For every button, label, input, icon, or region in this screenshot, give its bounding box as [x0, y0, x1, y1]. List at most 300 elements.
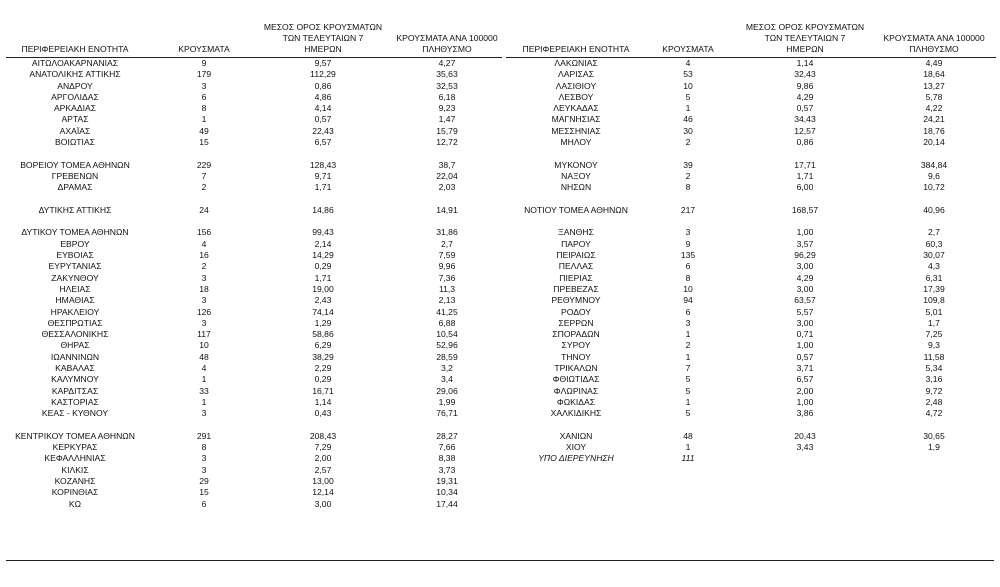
cell-avg: 1,00 — [796, 227, 814, 238]
header-avg-line1: ΜΕΣΟΣ ΟΡΟΣ ΚΡΟΥΣΜΑΤΩΝ — [263, 22, 383, 32]
table-row — [0, 137, 506, 148]
row-spacer — [506, 194, 1000, 205]
cell-cases: 48 — [199, 351, 209, 362]
cell-per: 28,59 — [436, 351, 458, 362]
table-row — [506, 69, 1000, 80]
cell-per: 12,72 — [436, 137, 458, 148]
cell-per: 9,23 — [438, 103, 456, 114]
table-row — [0, 239, 506, 250]
cell-per: 11,58 — [923, 351, 945, 362]
cell-avg: 0,57 — [796, 351, 814, 362]
cell-region: ΛΑΣΙΘΙΟΥ — [555, 80, 597, 91]
cell-region: ΚΕΑΣ - ΚΥΘΝΟΥ — [41, 408, 109, 419]
cell-region: ΚΙΛΚΙΣ — [61, 464, 89, 475]
table-row — [0, 318, 506, 329]
cell-per: 109,8 — [923, 295, 945, 306]
cell-region: ΚΑΒΑΛΑΣ — [55, 363, 95, 374]
cell-region: ΚΑΡΔΙΤΣΑΣ — [51, 385, 99, 396]
cell-per: 18,64 — [923, 69, 945, 80]
cell-region: ΖΑΚΥΝΘΟΥ — [51, 272, 99, 283]
cell-cases: 49 — [199, 125, 209, 136]
header-cases: ΚΡΟΥΣΜΑΤΑ — [662, 44, 714, 54]
cell-per: 52,96 — [436, 340, 458, 351]
cell-cases: 8 — [685, 272, 691, 283]
cell-avg: 4,14 — [314, 103, 332, 114]
cell-region: ΣΠΟΡΑΔΩΝ — [552, 329, 600, 340]
table-row — [0, 58, 506, 69]
cell-avg: 5,57 — [796, 306, 814, 317]
cell-avg: 9,71 — [314, 170, 332, 181]
cell-avg: 13,00 — [312, 475, 334, 486]
cell-region: ΑΧΑΪΑΣ — [59, 125, 91, 136]
cell-region: ΜΗΛΟΥ — [560, 137, 592, 148]
left-header — [0, 12, 506, 56]
cell-avg: 38,29 — [312, 351, 334, 362]
cell-region: ΠΑΡΟΥ — [561, 238, 591, 249]
table-row — [506, 239, 1000, 250]
cell-per: 1,9 — [928, 442, 940, 453]
header-avg-line1: ΜΕΣΟΣ ΟΡΟΣ ΚΡΟΥΣΜΑΤΩΝ — [745, 22, 865, 32]
cell-avg: 3,43 — [796, 442, 814, 453]
cell-avg: 2,57 — [314, 464, 332, 475]
table-row — [0, 453, 506, 464]
table-row — [506, 250, 1000, 261]
cell-region: ΗΜΑΘΙΑΣ — [55, 295, 95, 306]
table-row — [506, 160, 1000, 171]
header-avg-line3: ΗΜΕΡΩΝ — [786, 44, 824, 54]
table-row — [506, 453, 1000, 464]
cell-per: 3,16 — [925, 374, 943, 385]
header-region: ΠΕΡΙΦΕΡΕΙΑΚΗ ΕΝΟΤΗΤΑ — [21, 44, 129, 54]
table-row — [0, 114, 506, 125]
cell-cases: 48 — [683, 430, 693, 441]
cell-per: 13,27 — [923, 80, 945, 91]
cell-avg: 6,57 — [314, 137, 332, 148]
cell-region: ΧΑΝΙΩΝ — [559, 430, 593, 441]
cell-cases: 46 — [683, 114, 693, 125]
table-row — [506, 261, 1000, 272]
cell-cases: 3 — [201, 464, 207, 475]
cell-per: 7,36 — [438, 272, 456, 283]
cell-region: ΛΑΡΙΣΑΣ — [558, 69, 594, 80]
table-row — [506, 397, 1000, 408]
cell-avg: 1,14 — [314, 396, 332, 407]
cell-cases: 5 — [685, 374, 691, 385]
cell-cases: 156 — [196, 227, 212, 238]
cell-cases: 117 — [197, 329, 211, 340]
table-row — [0, 408, 506, 419]
table-row — [506, 137, 1000, 148]
cell-avg: 0,86 — [796, 137, 814, 148]
cell-avg: 3,00 — [796, 283, 814, 294]
table-row — [506, 126, 1000, 137]
cell-per: 24,21 — [923, 114, 945, 125]
header-per-line1: ΚΡΟΥΣΜΑΤΑ ΑΝΑ 100000 — [883, 33, 985, 43]
cell-region: ΜΥΚΟΝΟΥ — [554, 159, 598, 170]
table-row — [0, 329, 506, 340]
cell-per: 2,7 — [928, 227, 940, 238]
table-row — [506, 340, 1000, 351]
table-row — [506, 273, 1000, 284]
cell-region: ΝΗΣΩΝ — [560, 182, 592, 193]
table-row — [506, 171, 1000, 182]
cell-region: ΠΙΕΡΙΑΣ — [559, 272, 593, 283]
cell-cases: 9 — [201, 58, 207, 68]
cell-cases: 10 — [683, 283, 693, 294]
table-row — [0, 81, 506, 92]
cell-cases: 39 — [683, 159, 693, 170]
right-rows — [506, 58, 1000, 465]
cell-per: 1,47 — [438, 114, 456, 125]
row-spacer — [506, 148, 1000, 159]
cell-avg: 112,29 — [310, 69, 336, 80]
cell-avg: 6,57 — [796, 374, 814, 385]
cell-per: 30,07 — [923, 250, 945, 261]
cell-per: 9,96 — [438, 261, 456, 272]
cell-per: 17,44 — [436, 498, 458, 509]
cell-cases: 2 — [685, 137, 691, 148]
cell-region: ΚΟΡΙΝΘΙΑΣ — [51, 487, 99, 498]
table-row — [506, 81, 1000, 92]
cell-region: ΑΡΚΑΔΙΑΣ — [53, 103, 97, 114]
cell-per: 5,78 — [925, 91, 943, 102]
table-row — [506, 431, 1000, 442]
cell-avg: 0,71 — [796, 329, 814, 340]
cell-avg: 2,14 — [314, 238, 332, 249]
cell-cases: 2 — [201, 182, 207, 193]
cell-cases: 217 — [680, 204, 696, 215]
cell-cases: 1 — [685, 351, 691, 362]
cell-region: ΛΕΣΒΟΥ — [558, 91, 594, 102]
table-row — [506, 205, 1000, 216]
cell-region: ΕΥΡΥΤΑΝΙΑΣ — [48, 261, 102, 272]
header-cases: ΚΡΟΥΣΜΑΤΑ — [178, 44, 230, 54]
cell-per: 10,54 — [436, 329, 458, 340]
cell-avg: 3,71 — [796, 363, 814, 374]
cell-cases: 30 — [683, 125, 693, 136]
cell-avg: 3,00 — [796, 317, 814, 328]
cell-region: ΑΙΤΩΛΟΑΚΑΡΝΑΝΙΑΣ — [31, 58, 119, 68]
cell-per: 8,38 — [438, 453, 456, 464]
cell-per: 3,2 — [441, 363, 453, 374]
cell-avg: 12,14 — [312, 487, 334, 498]
table-row — [506, 408, 1000, 419]
cell-region: ΜΕΣΣΗΝΙΑΣ — [551, 125, 601, 136]
cell-region: ΠΡΕΒΕΖΑΣ — [553, 283, 599, 294]
cell-region: ΛΑΚΩΝΙΑΣ — [554, 58, 598, 68]
cell-per: 3,73 — [438, 464, 456, 475]
cell-cases: 53 — [683, 69, 693, 80]
cell-region: ΦΘΙΩΤΙΔΑΣ — [552, 374, 600, 385]
table-row — [506, 92, 1000, 103]
cell-avg: 12,57 — [794, 125, 816, 136]
table-row — [506, 307, 1000, 318]
cell-cases: 15 — [199, 137, 209, 148]
cell-cases: 3 — [201, 408, 207, 419]
cell-region: ΘΕΣΠΡΩΤΙΑΣ — [47, 317, 103, 328]
cell-per: 20,14 — [923, 137, 945, 148]
cell-region: ΘΕΣΣΑΛΟΝΙΚΗΣ — [41, 329, 109, 340]
table-row — [0, 487, 506, 498]
cell-cases: 7 — [685, 363, 691, 374]
cell-cases: 1 — [685, 442, 691, 453]
cell-per: 9,3 — [928, 340, 940, 351]
cell-avg: 74,14 — [312, 306, 334, 317]
cell-per: 384,84 — [920, 159, 948, 170]
cell-avg: 1,00 — [796, 340, 814, 351]
cell-region: ΑΝΔΡΟΥ — [57, 80, 93, 91]
cell-avg: 1,29 — [314, 317, 332, 328]
cell-per: 5,34 — [925, 363, 943, 374]
cell-cases: 2 — [201, 261, 207, 272]
cell-per: 22,04 — [436, 170, 458, 181]
cell-per: 7,59 — [438, 250, 456, 261]
cell-cases: 7 — [201, 170, 207, 181]
cell-cases: 1 — [685, 396, 691, 407]
cell-cases: 8 — [685, 182, 691, 193]
cell-avg: 2,00 — [796, 385, 814, 396]
cell-region: ΑΡΤΑΣ — [61, 114, 89, 125]
cell-avg: 0,29 — [314, 261, 332, 272]
cell-region: ΥΠΟ ΔΙΕΡΕΥΝΗΣΗ — [538, 453, 614, 464]
cell-region: ΗΡΑΚΛΕΙΟΥ — [50, 306, 100, 317]
table-row — [506, 295, 1000, 306]
cell-region: ΚΕΦΑΛΛΗΝΙΑΣ — [44, 453, 106, 464]
cell-region: ΚΑΛΥΜΝΟΥ — [51, 374, 99, 385]
table-row — [506, 363, 1000, 374]
cell-region: ΡΕΘΥΜΝΟΥ — [551, 295, 601, 306]
cell-avg: 14,29 — [312, 250, 334, 261]
cell-per: 11,3 — [438, 283, 456, 294]
row-spacer — [0, 420, 506, 431]
header-avg-line2: ΤΩΝ ΤΕΛΕΥΤΑΙΩΝ 7 — [282, 33, 364, 43]
cell-cases: 291 — [196, 430, 212, 441]
cell-region: ΧΙΟΥ — [565, 442, 587, 453]
cell-region: ΞΑΝΘΗΣ — [558, 227, 594, 238]
table-row — [506, 227, 1000, 238]
header-avg-7days — [258, 22, 388, 55]
table-row — [506, 318, 1000, 329]
cell-per: 9,6 — [928, 170, 940, 181]
cell-cases: 5 — [685, 91, 691, 102]
cell-cases: 8 — [201, 103, 207, 114]
cell-region: ΑΝΑΤΟΛΙΚΗΣ ΑΤΤΙΚΗΣ — [29, 69, 121, 80]
cell-cases: 2 — [685, 170, 691, 181]
cell-per: 2,48 — [925, 396, 943, 407]
cell-per: 35,63 — [436, 69, 458, 80]
cell-per: 41,25 — [436, 306, 458, 317]
cell-cases: 2 — [685, 340, 691, 351]
cell-per: 4,72 — [925, 408, 943, 419]
cell-cases: 9 — [685, 238, 691, 249]
table-row — [0, 340, 506, 351]
cell-per: 30,65 — [923, 430, 945, 441]
cell-avg: 16,71 — [312, 385, 334, 396]
table-row — [0, 386, 506, 397]
table-row — [0, 227, 506, 238]
cell-avg: 4,86 — [314, 91, 332, 102]
header-per-line1: ΚΡΟΥΣΜΑΤΑ ΑΝΑ 100000 — [396, 33, 498, 43]
cell-avg: 19,00 — [312, 283, 334, 294]
table-row — [0, 363, 506, 374]
cell-per: 4,49 — [925, 58, 943, 68]
cell-per: 5,01 — [925, 306, 943, 317]
table-row — [506, 329, 1000, 340]
cell-cases: 179 — [196, 69, 212, 80]
cell-per: 6,31 — [925, 272, 943, 283]
cell-avg: 168,57 — [791, 204, 819, 215]
cell-region: ΡΟΔΟΥ — [561, 306, 591, 317]
cell-region: ΦΩΚΙΔΑΣ — [556, 396, 596, 407]
table-row — [506, 386, 1000, 397]
cell-avg: 1,71 — [314, 182, 332, 193]
cell-cases: 1 — [201, 114, 207, 125]
cell-avg: 22,43 — [312, 125, 334, 136]
table-row — [0, 465, 506, 476]
cell-avg: 63,57 — [794, 295, 816, 306]
cell-cases: 3 — [201, 272, 207, 283]
cell-cases: 4 — [201, 363, 207, 374]
cell-cases: 6 — [685, 261, 691, 272]
cell-per: 15,79 — [436, 125, 458, 136]
table-row — [0, 205, 506, 216]
table-row — [0, 307, 506, 318]
cell-region: ΑΡΓΟΛΙΔΑΣ — [51, 91, 99, 102]
row-spacer — [0, 148, 506, 159]
cell-cases: 15 — [199, 487, 209, 498]
cell-avg: 2,00 — [314, 453, 332, 464]
cell-avg: 3,00 — [314, 498, 332, 509]
cell-cases: 6 — [201, 498, 207, 509]
cell-avg: 9,86 — [796, 80, 814, 91]
cell-cases: 24 — [199, 204, 209, 215]
cell-per: 7,25 — [925, 329, 943, 340]
cell-avg: 3,00 — [796, 261, 814, 272]
header-region: ΠΕΡΙΦΕΡΕΙΑΚΗ ΕΝΟΤΗΤΑ — [522, 44, 630, 54]
cell-per: 60,3 — [925, 238, 943, 249]
cell-avg: 34,43 — [794, 114, 816, 125]
cell-avg: 3,86 — [796, 408, 814, 419]
cell-per: 28,27 — [436, 430, 458, 441]
bottom-rule — [6, 560, 994, 561]
table-row — [0, 182, 506, 193]
table-row — [0, 352, 506, 363]
cell-cases: 18 — [199, 283, 209, 294]
cell-avg: 4,29 — [796, 272, 814, 283]
cell-per: 2,03 — [438, 182, 456, 193]
cell-region: ΕΥΒΟΙΑΣ — [56, 250, 94, 261]
table-row — [506, 374, 1000, 385]
cell-per: 38,7 — [438, 159, 456, 170]
cell-avg: 0,86 — [314, 80, 332, 91]
cell-per: 29,06 — [436, 385, 458, 396]
row-spacer — [0, 216, 506, 227]
table-row — [0, 295, 506, 306]
cell-cases: 3 — [201, 317, 207, 328]
table-row — [0, 171, 506, 182]
cell-avg: 1,71 — [796, 170, 814, 181]
row-spacer — [0, 194, 506, 205]
cell-region: ΧΑΛΚΙΔΙΚΗΣ — [550, 408, 602, 419]
cell-cases: 94 — [683, 295, 693, 306]
left-rows — [0, 58, 506, 510]
cell-cases: 1 — [201, 374, 207, 385]
cell-region: ΤΗΝΟΥ — [561, 351, 591, 362]
table-row — [506, 442, 1000, 453]
cell-region: ΚΕΡΚΥΡΑΣ — [52, 442, 98, 453]
table-row — [0, 431, 506, 442]
cell-region: ΠΕΙΡΑΙΩΣ — [556, 250, 596, 261]
cell-avg: 4,29 — [796, 91, 814, 102]
cell-region: ΛΕΥΚΑΔΑΣ — [553, 103, 599, 114]
table-row — [0, 442, 506, 453]
table-row — [0, 273, 506, 284]
table-row — [506, 284, 1000, 295]
cell-per: 1,7 — [928, 317, 940, 328]
table-row — [0, 374, 506, 385]
cell-avg: 2,43 — [314, 295, 332, 306]
row-spacer — [506, 216, 1000, 227]
cell-region: ΗΛΕΙΑΣ — [59, 283, 91, 294]
cell-per: 2,13 — [438, 295, 456, 306]
cell-per: 9,72 — [925, 385, 943, 396]
cell-region: ΒΟΙΩΤΙΑΣ — [55, 137, 95, 148]
cell-avg: 0,29 — [314, 374, 332, 385]
cell-avg: 17,71 — [794, 159, 816, 170]
cell-avg: 3,57 — [796, 238, 814, 249]
cell-per: 6,88 — [438, 317, 456, 328]
right-header — [506, 12, 1000, 56]
cell-avg: 14,86 — [312, 204, 334, 215]
row-spacer — [506, 420, 1000, 431]
cell-region: ΚΑΣΤΟΡΙΑΣ — [51, 396, 99, 407]
cell-per: 4,27 — [438, 58, 456, 68]
cell-region: ΣΕΡΡΩΝ — [558, 317, 594, 328]
cell-avg: 20,43 — [794, 430, 816, 441]
cell-avg: 0,57 — [796, 103, 814, 114]
cell-cases: 3 — [201, 453, 207, 464]
table-row — [0, 499, 506, 510]
table-row — [506, 114, 1000, 125]
cell-avg: 1,71 — [314, 272, 332, 283]
cell-per: 10,34 — [436, 487, 458, 498]
cell-cases: 16 — [199, 250, 209, 261]
cell-avg: 208,43 — [309, 430, 337, 441]
cell-cases: 3 — [201, 295, 207, 306]
cell-cases: 1 — [201, 396, 207, 407]
cell-region: ΣΥΡΟΥ — [561, 340, 591, 351]
table-row — [506, 103, 1000, 114]
cell-per: 2,7 — [441, 238, 453, 249]
cell-region: ΠΕΛΛΑΣ — [558, 261, 594, 272]
cell-cases: 4 — [201, 238, 207, 249]
cell-per: 4,3 — [928, 261, 940, 272]
table-row — [0, 250, 506, 261]
cell-cases: 29 — [199, 475, 209, 486]
table-row — [506, 58, 1000, 69]
cell-region: ΤΡΙΚΑΛΩΝ — [554, 363, 598, 374]
table-row — [0, 103, 506, 114]
cell-avg: 32,43 — [794, 69, 816, 80]
table-row — [0, 284, 506, 295]
cell-avg: 99,43 — [312, 227, 334, 238]
cell-cases: 1 — [685, 329, 691, 340]
table-row — [506, 182, 1000, 193]
cell-cases: 3 — [201, 80, 207, 91]
cell-avg: 1,00 — [796, 396, 814, 407]
header-per-line2: ΠΛΗΘΥΣΜΟ — [422, 44, 472, 54]
cell-per: 17,39 — [923, 283, 945, 294]
